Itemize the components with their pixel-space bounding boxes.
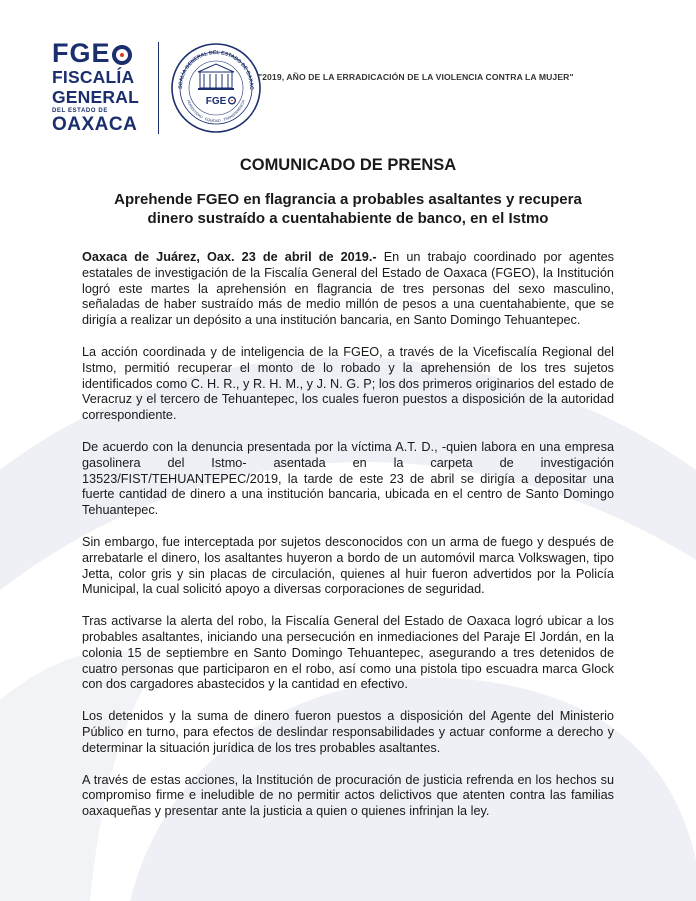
document-title: COMUNICADO DE PRENSA [239, 156, 457, 174]
logo-line-oaxaca: OAXACA [52, 114, 138, 135]
document-subtitle [78, 190, 618, 228]
dateline: Oaxaca de Juárez, Oax. 23 de abril de 2019.- [82, 250, 377, 264]
fgeo-logo [52, 40, 152, 134]
seal-center-text: FGE [205, 96, 227, 107]
press-release-body [82, 250, 614, 836]
paragraph-text: De acuerdo con la denuncia presentada por la víctima A.T. D., -quien labora en una empresa gasolinera del Istmo- asentada en la carpeta de investigación 13523/FIST/TEHUANTEPEC/2019, la tarde de este 23 de abril se dirigía a depositar una fuerte cantidad de dinero a una institución bancaria, ubicada en el centro de Santo Domingo Tehuantepec. [82, 439, 614, 518]
logo-line-del-estado: DEL ESTADO DE [52, 108, 108, 114]
logo-line-fiscalia: FISCALÍA [52, 67, 135, 87]
logo-o-ring-icon [112, 45, 132, 65]
seal-bottom-text: HONESTIDAD · EQUIDAD · TRANSPARENCIA [186, 99, 246, 124]
institutional-seal-icon [170, 42, 262, 134]
paragraph-3 [82, 440, 614, 519]
seal-ring-text: SCALÍA GENERAL DEL ESTADO DE OAXAC [177, 49, 255, 90]
paragraph-text: Sin embargo, fue interceptada por sujetos desconocidos con un arma de fuego y después de arrebatarle el dinero, los asaltantes huyeron a bordo de un automóvil marca Volkswagen, tipo Jetta, color gris y sin placas de circulación, quienes al huir fueron advertidos por la Policía Municipal, la cual solicitó apoyo a diversas corporaciones de seguridad. [82, 534, 614, 597]
paragraph-text: A través de estas acciones, la Institución de procuración de justicia refrenda en los hechos su compromiso firme e ineludible de no permitir actos delictivos que atenten contra las familias oaxaqueñas y presentar ante la justicia a quien o quienes infrinjan la ley. [82, 772, 614, 819]
paragraph-text: La acción coordinada y de inteligencia de la FGEO, a través de la Vicefiscalía Regional del Istmo, permitió recuperar el monto de lo robado y la aprehensión de los tres sujetos identificados como C. H. R., y R. H. M., y J. N. G. P; los dos primeros originarios del estado de Veracruz y el tercero de Tehuantepec, los cuales fueron puestos a disposición de la autoridad correspondiente. [82, 344, 614, 423]
paragraph-2 [82, 345, 614, 424]
paragraph-text: En un trabajo coordinado por agentes estatales de investigación de la Fiscalía General del Estado de Oaxaca (FGEO), la Institución logró este martes la aprehensión en flagrancia de tres personas del sexo masculino, señaladas de haber sustraído más de medio millón de pesos a una cuentahabiente, que se dirigía a realizar un depósito a una institución bancaria, en Santo Domingo Tehuantepec. [82, 250, 614, 328]
paragraph-5 [82, 614, 614, 693]
paragraph-text: Los detenidos y la suma de dinero fueron puestos a disposición del Agente del Ministerio Público en turno, para efectos de deslindar responsabilidades y actuar conforme a derecho y determinar la situación jurídica de los tres probables asaltantes. [82, 709, 614, 755]
paragraph-6 [82, 709, 614, 756]
paragraph-text: Tras activarse la alerta del robo, la Fiscalía General del Estado de Oaxaca logró ubicar a los probables asaltantes, iniciando una persecución en inmediaciones del Paraje El Jordán, en la colonia 15 de septiembre en Santo Domingo Tehuantepec, asegurando a tres detenidos de cuatro personas que participaron en el robo, así como una pistola tipo escuadra marca Glock con dos cargadores abastecidos y la cantidad en efectivo. [82, 614, 614, 692]
letterhead [48, 38, 658, 138]
logo-fgeo-wordmark: FGE [52, 40, 152, 67]
official-year-motto: "2019, AÑO DE LA ERRADICACIÓN DE LA VIOLENCIA CONTRA LA MUJER" [258, 72, 574, 82]
paragraph-7 [82, 773, 614, 820]
paragraph-1 [82, 250, 614, 329]
subtitle-line-1: Aprehende FGEO en flagrancia a probables asaltantes y recupera [114, 191, 582, 208]
logo-line-general: GENERAL [52, 86, 139, 107]
paragraph-4 [82, 535, 614, 598]
header-divider [158, 42, 159, 134]
subtitle-line-2: dinero sustraído a cuentahabiente de banco, en el Istmo [147, 210, 549, 227]
